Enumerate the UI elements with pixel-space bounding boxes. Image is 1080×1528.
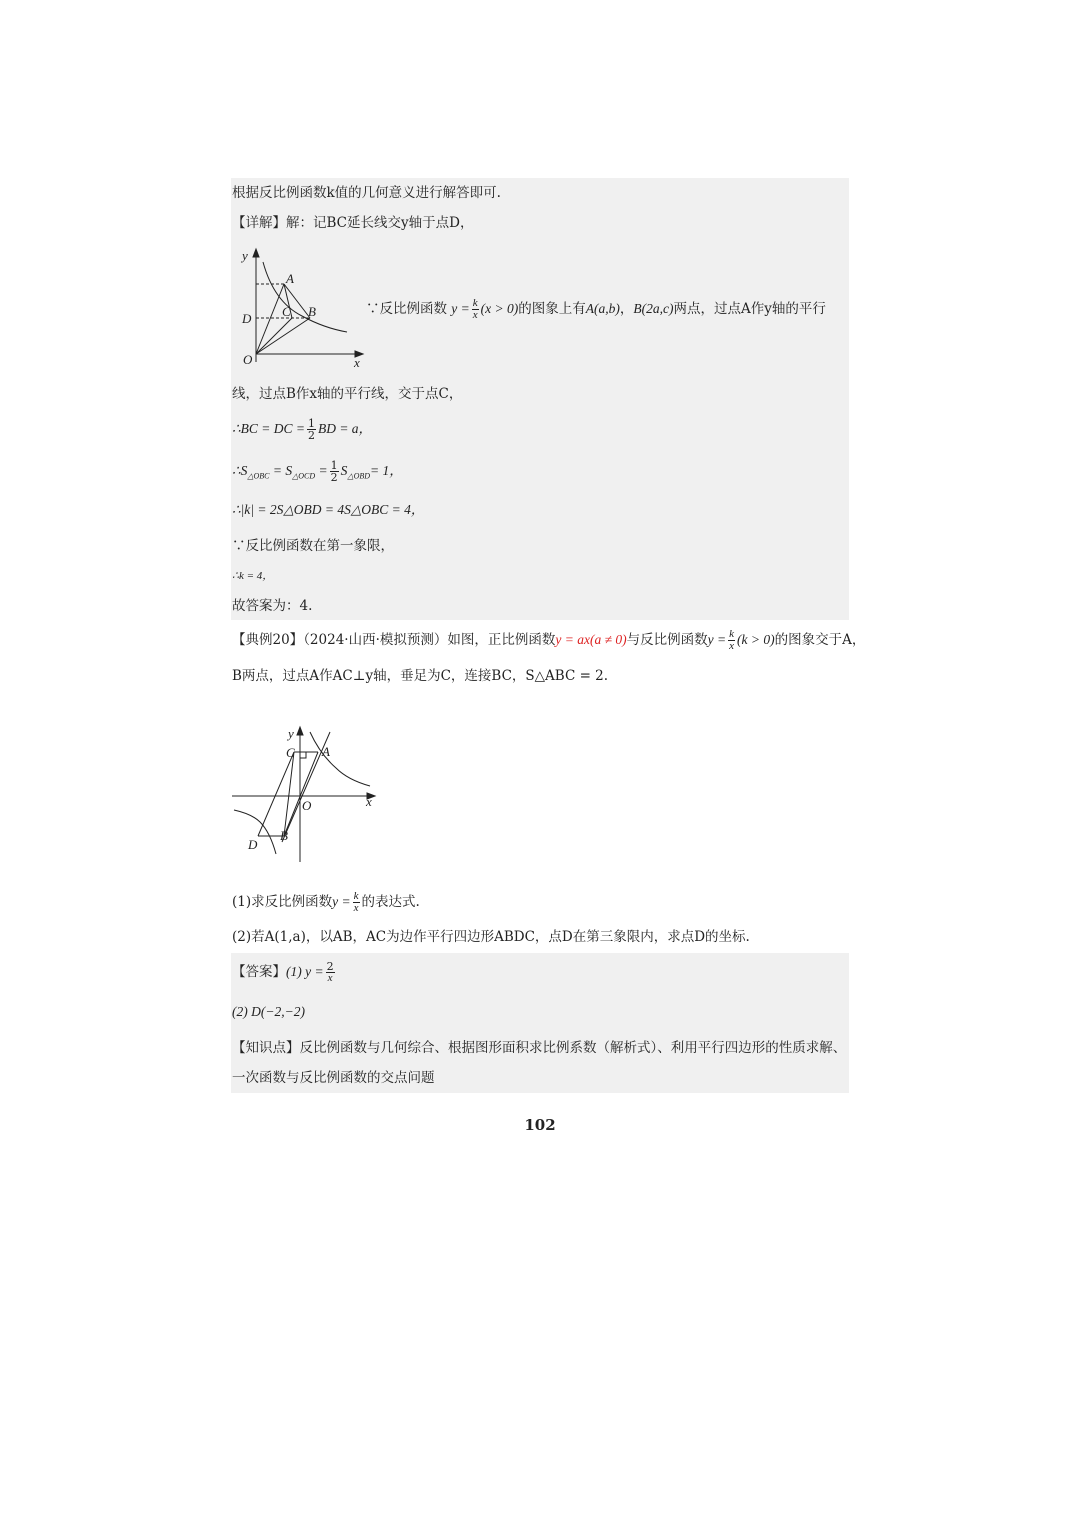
fig1-a-label: A — [286, 271, 294, 286]
detail-tag: 【详解】 — [232, 215, 286, 231]
page-number: 102 — [524, 1116, 556, 1134]
example-line-2: B两点，过点A作AC⊥y轴，垂足为C，连接BC，S△ABC = 2. — [232, 668, 609, 684]
answer-1-line: 【答案】(1) y = $\frac{2}{x}$ — [232, 960, 334, 984]
because-line: ∵反比例函数 y = $\frac{k}{x}$ (x > 0)的图象上有A(a,b)，B(2a,c)两点，过点A作y轴的平行 — [366, 297, 826, 321]
fig2-a-label: A — [322, 744, 330, 759]
figure-1 — [232, 244, 367, 369]
fig1-y-label: y — [242, 248, 248, 263]
fig1-x-label: x — [354, 355, 360, 369]
figure-2 — [232, 724, 382, 864]
k-over-x-fraction: $\frac{k}{x}$ — [472, 297, 478, 321]
fig2-b-label: B — [280, 828, 288, 843]
fig2-o-label: O — [302, 798, 312, 813]
answer-2-line: (2) D(−2,−2) — [232, 1004, 305, 1019]
answer-tag: 【答案】 — [232, 964, 286, 980]
step4-line: ∵反比例函数在第一象限， — [232, 538, 394, 554]
step2-line: $\therefore S_{\triangle OBC} = S_{\triangle OCD}$ = $\frac{1}{2}$ $S_{\triangle OBD}= 1$， — [232, 459, 403, 484]
answer-line: 故答案为：4. — [232, 598, 313, 614]
knowledge-line-2: 一次函数与反比例函数的交点问题 — [232, 1070, 435, 1086]
step1-line: ∴BC = DC = $\frac{1}{2}$ BD = a， — [232, 417, 373, 442]
knowledge-line-1: 【知识点】反比例函数与几何综合、根据图形面积求比例系数（解析式）、利用平行四边形的性质求解、 — [232, 1040, 847, 1056]
cont-line: 线，过点B作x轴的平行线，交于点C， — [232, 386, 463, 402]
fig1-d-label: D — [242, 311, 252, 326]
fig1-o-label: O — [243, 352, 253, 367]
question-2: (2)若A(1,a)，以AB，AC为边作平行四边形ABDC，点D在第三象限内，求点D的坐标. — [232, 929, 750, 945]
fig2-x-label: x — [366, 794, 372, 809]
step5-line: ∴k = 4， — [232, 570, 274, 582]
example-line-1: 【典例20】（2024·山西·模拟预测）如图，正比例函数y = ax(a ≠ 0)与反比例函数y = $\frac{k}{x}$ (k > 0)的图象交于A， — [232, 628, 866, 652]
detail-line: 【详解】解：记BC延长线交y轴于点D， — [232, 215, 474, 231]
example-tag: 【典例20】 — [232, 632, 304, 648]
fig2-d-label: D — [248, 837, 258, 852]
hint-line: 根据反比例函数k值的几何意义进行解答即可. — [232, 185, 501, 201]
fig1-b-label: B — [308, 304, 316, 319]
knowledge-tag: 【知识点】 — [232, 1040, 300, 1056]
step3-line: ∴|k| = 2S△OBD = 4S△OBC = 4， — [232, 502, 425, 517]
fig2-y-label: y — [288, 726, 294, 741]
fig1-c-label: C — [282, 304, 291, 319]
fig2-c-label: C — [286, 745, 295, 760]
question-1: (1)求反比例函数y = $\frac{k}{x}$ 的表达式. — [232, 890, 420, 914]
